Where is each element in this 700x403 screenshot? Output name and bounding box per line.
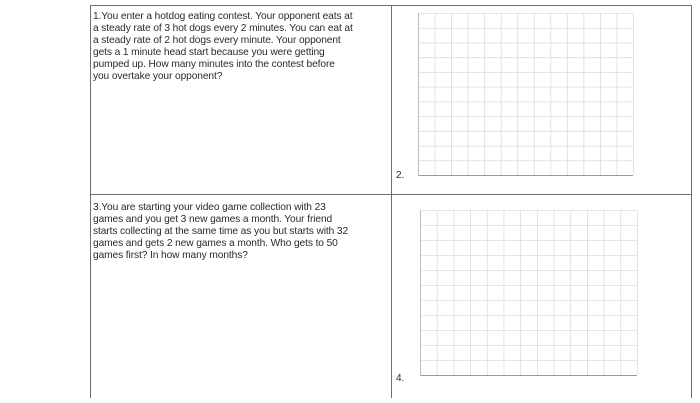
table-border-top <box>90 5 692 6</box>
table-border-right <box>691 5 692 398</box>
table-divider-vertical <box>391 5 392 398</box>
problem-1-line: pumped up. How many minutes into the contest before <box>93 59 335 71</box>
problem-1-line: gets a 1 minute head start because you were getting <box>93 47 325 59</box>
coordinate-grid-2 <box>420 210 638 376</box>
grid-label-2: 2. <box>396 170 405 181</box>
table-divider-horizontal <box>90 194 692 195</box>
problem-3-line: games and you get 3 new games a month. Your friend <box>93 214 333 226</box>
problem-3-line: starts collecting at the same time as you but starts with 32 <box>93 226 349 238</box>
problem-1-line: a steady rate of 3 hot dogs every 2 minutes. You can eat at <box>93 23 353 35</box>
problem-3-text <box>93 202 389 262</box>
problem-1-line: you overtake your opponent? <box>93 71 223 83</box>
problem-1-line: a steady rate of 2 hot dogs every minute. Your opponent <box>93 35 341 47</box>
coordinate-grid-1 <box>418 13 634 176</box>
problem-1-line: 1.You enter a hotdog eating contest. Your opponent eats at <box>93 11 353 22</box>
table-border-left <box>90 5 91 398</box>
problem-3-line: games and gets 2 new games a month. Who gets to 50 <box>93 238 338 250</box>
worksheet <box>90 5 692 398</box>
problem-1-text <box>93 11 389 84</box>
problem-3-line: 3.You are starting your video game collection with 23 <box>93 202 326 213</box>
problem-3-line: games first? In how many months? <box>93 250 248 262</box>
grid-label-4: 4. <box>396 373 405 384</box>
